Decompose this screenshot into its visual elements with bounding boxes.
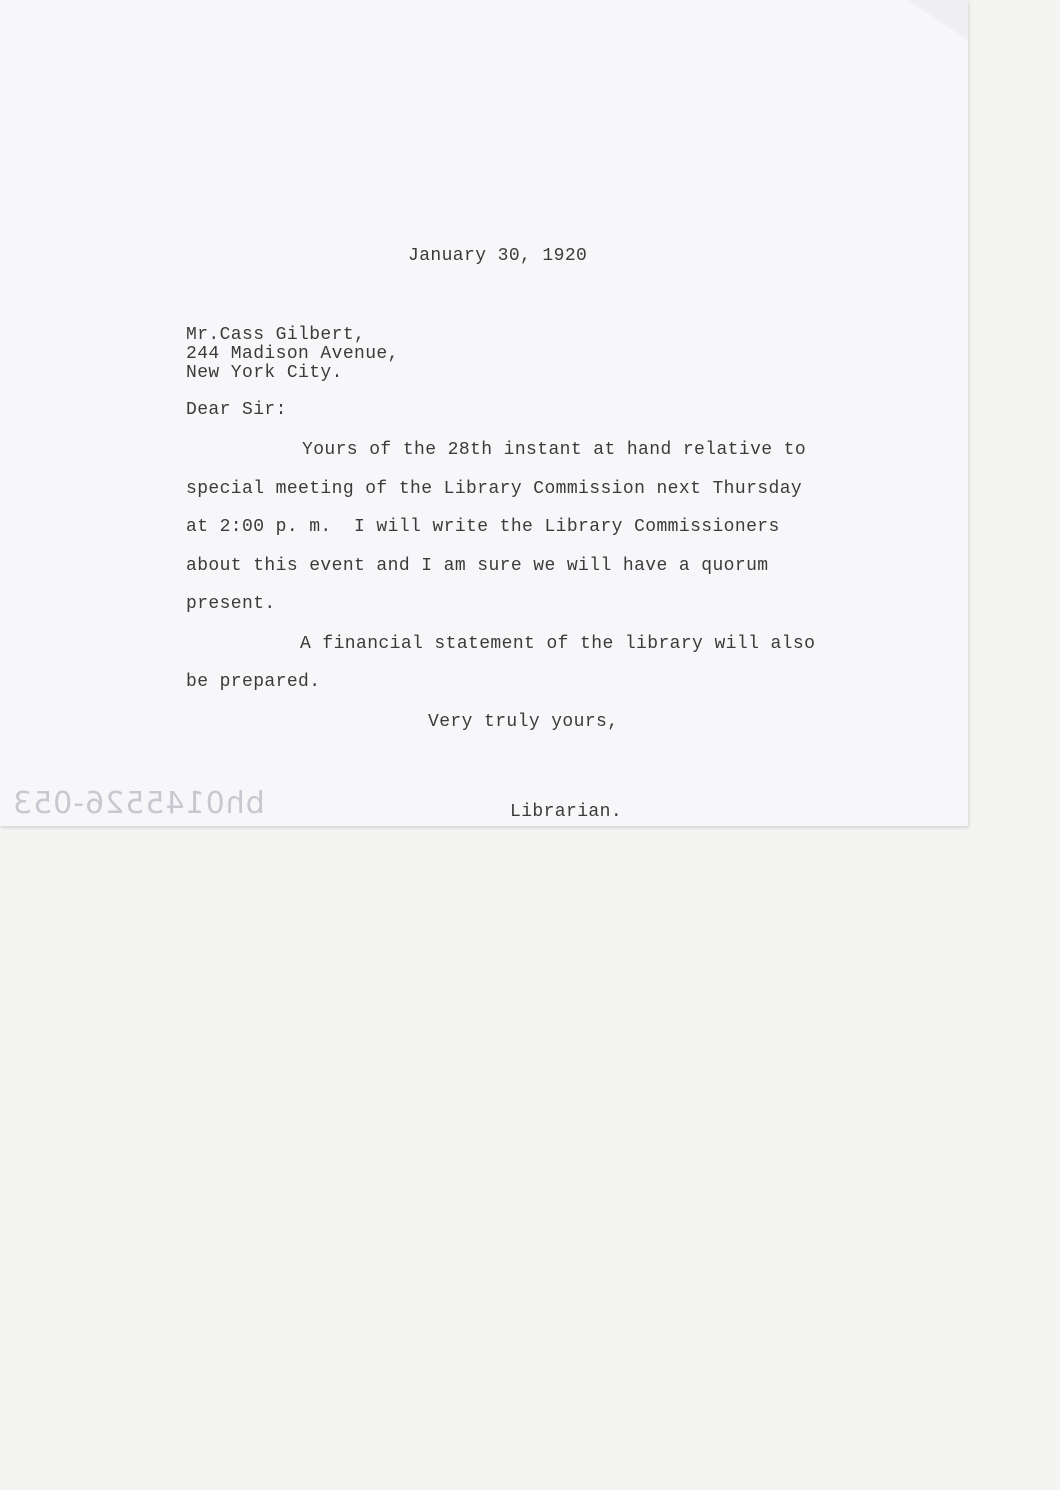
address-line: Mr.Cass Gilbert, [186, 325, 366, 345]
body-line: at 2:00 p. m. I will write the Library Commissioners [186, 517, 780, 537]
letter-date: January 30, 1920 [408, 246, 588, 266]
body-line: special meeting of the Library Commission next Thursday [186, 479, 803, 499]
body-line: A financial statement of the library will also [300, 634, 816, 654]
address-line: 244 Madison Avenue, [186, 344, 399, 364]
body-line: be prepared. [186, 672, 321, 692]
body-line: Yours of the 28th instant at hand relative to [302, 440, 807, 460]
body-line: about this event and I am sure we will have a quorum [186, 556, 769, 576]
salutation: Dear Sir: [186, 400, 287, 420]
corner-fold [908, 0, 968, 40]
body-line: present. [186, 594, 276, 614]
closing: Very truly yours, [428, 712, 619, 732]
archive-stamp: bh0145526-053 [12, 786, 265, 821]
address-line: New York City. [186, 363, 343, 383]
signature: Librarian. [510, 802, 623, 822]
